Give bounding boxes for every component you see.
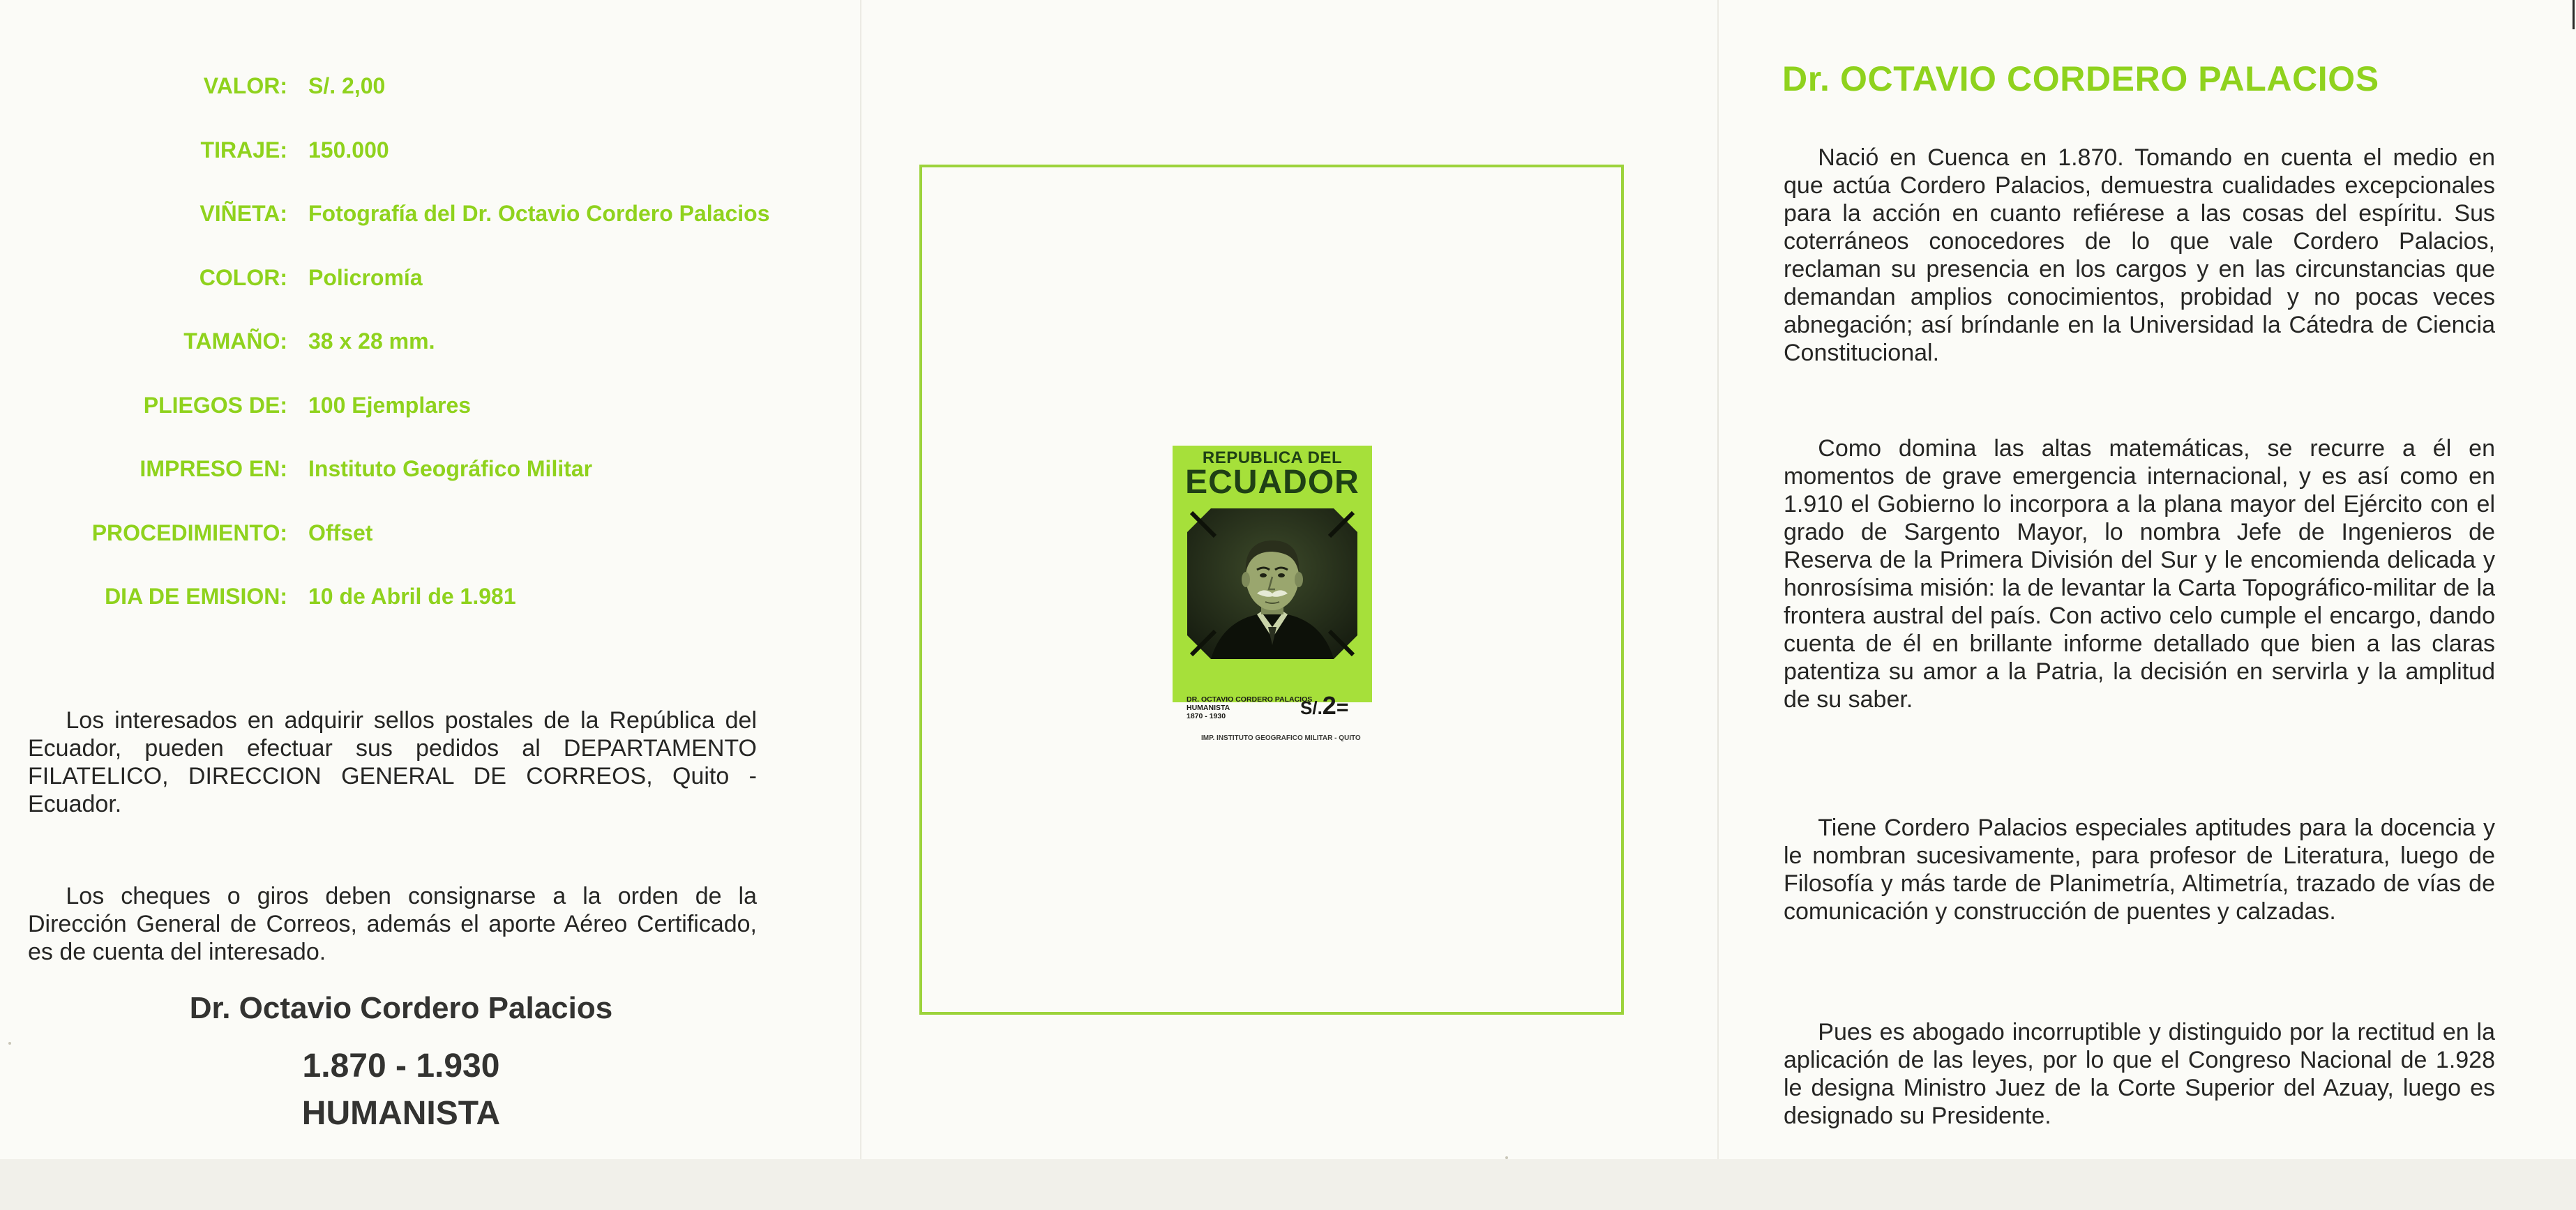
spec-label: DIA DE EMISION: — [105, 584, 287, 609]
stamp-currency: S/. — [1300, 697, 1323, 718]
spec-value: Offset — [308, 520, 373, 545]
caption-name: Dr. Octavio Cordero Palacios — [189, 991, 613, 1025]
biography-paragraph: Tiene Cordero Palacios especiales aptitudes para la docencia y le nombran sucesivamente, para profesor de Literatura, luego de Filosofía y más tarde de Planimetría, Altimetría, trazado de vías de comunicación y construcción de puentes y calzadas. — [1784, 815, 2495, 925]
stamp-denomination — [1300, 691, 1346, 720]
stamp-specifications — [28, 66, 851, 641]
spec-value: Policromía — [308, 264, 423, 290]
portrait-image — [1187, 508, 1357, 659]
spec-row-process — [28, 513, 851, 577]
spec-row-value — [28, 66, 851, 130]
stamp-value-suffix: = — [1336, 696, 1347, 719]
biography-paragraph: Pues es abogado incorruptible y distinguido por la rectitud en la aplicación de las leyes, por lo que el Congreso Nacional de 1.928 le designa Ministro Juez de la Corte Superior del Azuay, luego es designado su Presidente. — [1784, 1019, 2495, 1129]
fold-line-left — [860, 0, 861, 1159]
spec-row-printer — [28, 449, 851, 513]
spec-label: PROCEDIMIENTO: — [91, 520, 287, 545]
spec-row-sheets — [28, 386, 851, 450]
spec-value: Fotografía del Dr. Octavio Cordero Palacios — [308, 201, 770, 226]
spec-label: VALOR: — [203, 73, 287, 98]
spec-label: TIRAJE: — [200, 137, 287, 162]
stamp-subject-role: HUMANISTA — [1187, 704, 1230, 712]
caption-role: HUMANISTA — [301, 1095, 501, 1132]
spec-value: 100 Ejemplares — [308, 392, 472, 418]
spec-value: Instituto Geográfico Militar — [308, 456, 593, 481]
spec-row-color — [28, 258, 851, 322]
payment-info-paragraph: Los cheques o giros deben consignarse a la orden de la Dirección General de Correos, además el aporte Aéreo Certificado, es de cuenta del interesado. — [28, 883, 757, 965]
stamp-subject-years: 1870 - 1930 — [1187, 712, 1226, 720]
spec-row-size — [28, 322, 851, 386]
ordering-info-paragraph: Los interesados en adquirir sellos postales de la República del Ecuador, pueden efectuar sus pedidos al DEPARTAMENTO FILATELICO, DIRECCION GENERAL DE CORREOS, Quito - Ecuador. — [28, 707, 757, 817]
biography-paragraph: Como domina las altas matemáticas, se recurre a él en momentos de grave emergencia internacional, y es así como en 1.910 el Gobierno lo incorpora a la plana mayor del Ejército con el grado de Sargento Mayor, lo nombra Jefe de Ingenieros de Reserva de la Primera División del Sur y le encomienda delicada y honrosísima misión: la de levantar la Carta Topográfico-militar de la frontera austral del país. Con activo celo cumple el encargo, dando cuenta de él en brillante informe detallado que bien a las claras patentiza su amor a la Patria, la decisión en servirla y la amplitud de su saber. — [1784, 435, 2495, 713]
spec-label: PLIEGOS DE: — [143, 392, 287, 418]
postage-stamp — [1173, 446, 1372, 720]
spec-row-print-run — [28, 130, 851, 195]
caption-years: 1.870 - 1.930 — [302, 1048, 500, 1084]
stamp-imprint: IMP. INSTITUTO GEOGRAFICO MILITAR - QUITO — [1201, 734, 1361, 742]
spec-value: 10 de Abril de 1.981 — [308, 584, 516, 609]
paper-speck — [1505, 1156, 1508, 1159]
stamp-value-number: 2 — [1322, 691, 1336, 720]
spec-value: 38 x 28 mm. — [308, 328, 435, 354]
scan-background — [0, 1159, 2576, 1210]
spec-label: COLOR: — [199, 264, 287, 290]
biography-title: Dr. OCTAVIO CORDERO PALACIOS — [1782, 59, 2379, 98]
spec-label: VIÑETA: — [199, 201, 287, 226]
stamp-country-line-1: REPUBLICA DEL — [1202, 448, 1343, 467]
paper-speck — [8, 1042, 11, 1045]
fold-line-right — [1717, 0, 1719, 1159]
spec-row-vignette — [28, 194, 851, 258]
biography-paragraph: Nació en Cuenca en 1.870. Tomando en cuenta el medio en que actúa Cordero Palacios, demuestra cualidades excepcionales para la acción en cuanto refiérese a las cosas del espíritu. Sus coterráneos conocedores de lo que vale Cordero Palacios, reclaman su presencia en los cargos y en las circunstancias que demandan amplios conocimientos, probidad y no pocas veces abnegación; así bríndanle en la Universidad la Cátedra de Ciencia Constitucional. — [1784, 144, 2495, 366]
spec-label: TAMAÑO: — [183, 328, 287, 354]
spec-value: S/. 2,00 — [308, 73, 386, 98]
stamp-country-line-2: ECUADOR — [1185, 464, 1359, 501]
spec-value: 150.000 — [308, 137, 389, 162]
spec-label: IMPRESO EN: — [140, 456, 287, 481]
stamp-subject-name: DR. OCTAVIO CORDERO PALACIOS — [1187, 695, 1313, 704]
scan-edge-mark — [2573, 0, 2575, 29]
spec-row-issue-date — [28, 577, 851, 641]
